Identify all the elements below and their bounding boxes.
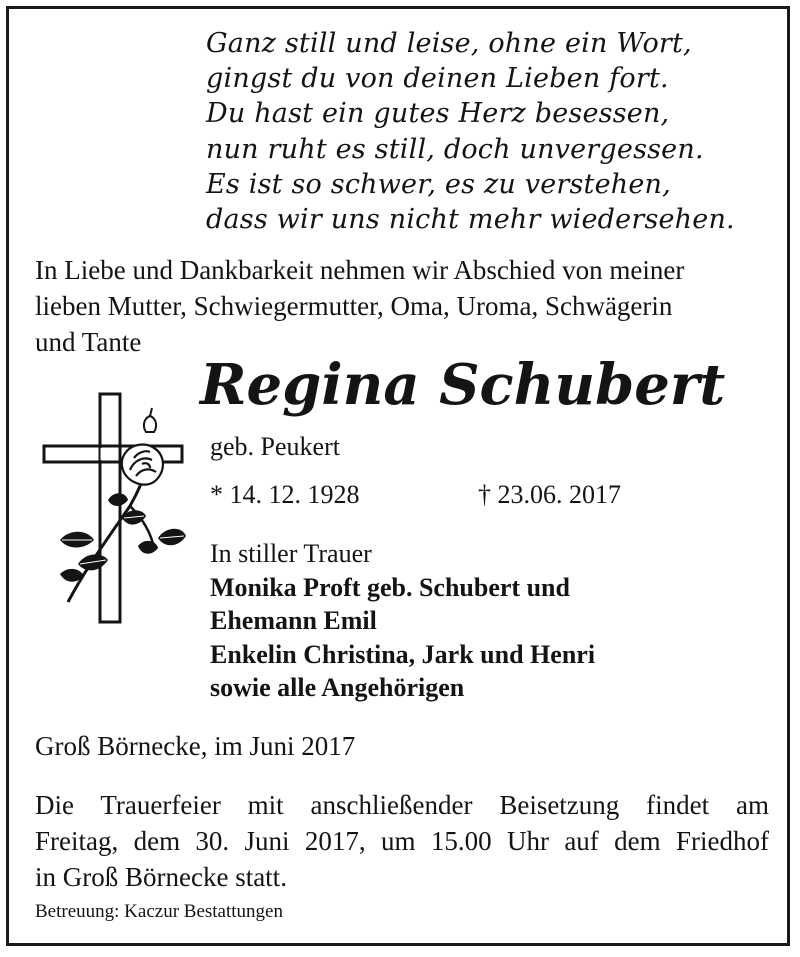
ceremony-line: Die Trauerfeier mit anschließender Beisetzung findet am xyxy=(35,790,769,820)
poem-line: Ganz still und leise, ohne ein Wort, xyxy=(206,28,692,59)
birth-date: * 14. 12. 1928 xyxy=(210,480,360,509)
deceased-name: Regina Schubert xyxy=(200,352,726,418)
farewell-intro xyxy=(35,252,775,360)
mourning-lead: In stiller Trauer xyxy=(210,539,372,568)
intro-line: In Liebe und Dankbarkeit nehmen wir Abschied von meiner xyxy=(35,255,685,285)
poem-line: dass wir uns nicht mehr wiedersehen. xyxy=(206,204,735,236)
maiden-name: geb. Peukert xyxy=(210,432,340,461)
intro-line: und Tante xyxy=(35,327,142,357)
mourners-block xyxy=(210,537,770,705)
place-and-date: Groß Börnecke, im Juni 2017 xyxy=(35,731,356,761)
cross-with-rose-icon xyxy=(38,388,188,628)
mourner-line: Monika Proft geb. Schubert und xyxy=(210,572,570,602)
poem-line: gingst du von deinen Lieben fort. xyxy=(206,63,669,95)
ceremony-line: in Groß Börnecke statt. xyxy=(35,862,287,892)
ceremony-line: Freitag, dem 30. Juni 2017, um 15.00 Uhr auf dem Friedhof xyxy=(35,826,769,856)
mourner-line: Enkelin Christina, Jark und Henri xyxy=(210,639,596,669)
mourner-line: Ehemann Emil xyxy=(210,606,377,635)
poem-line: Du hast ein gutes Herz besessen, xyxy=(206,98,670,130)
poem-line: Es ist so schwer, es zu verstehen, xyxy=(206,168,671,200)
memorial-poem xyxy=(206,26,766,237)
funeral-home-credit: Betreuung: Kaczur Bestattungen xyxy=(35,901,283,922)
funeral-details xyxy=(35,787,769,895)
mourner-line: sowie alle Angehörigen xyxy=(210,673,465,702)
poem-line: nun ruht es still, doch unvergessen. xyxy=(206,133,704,165)
intro-line: lieben Mutter, Schwiegermutter, Oma, Uroma, Schwägerin xyxy=(35,291,673,321)
death-date: † 23.06. 2017 xyxy=(478,480,621,509)
